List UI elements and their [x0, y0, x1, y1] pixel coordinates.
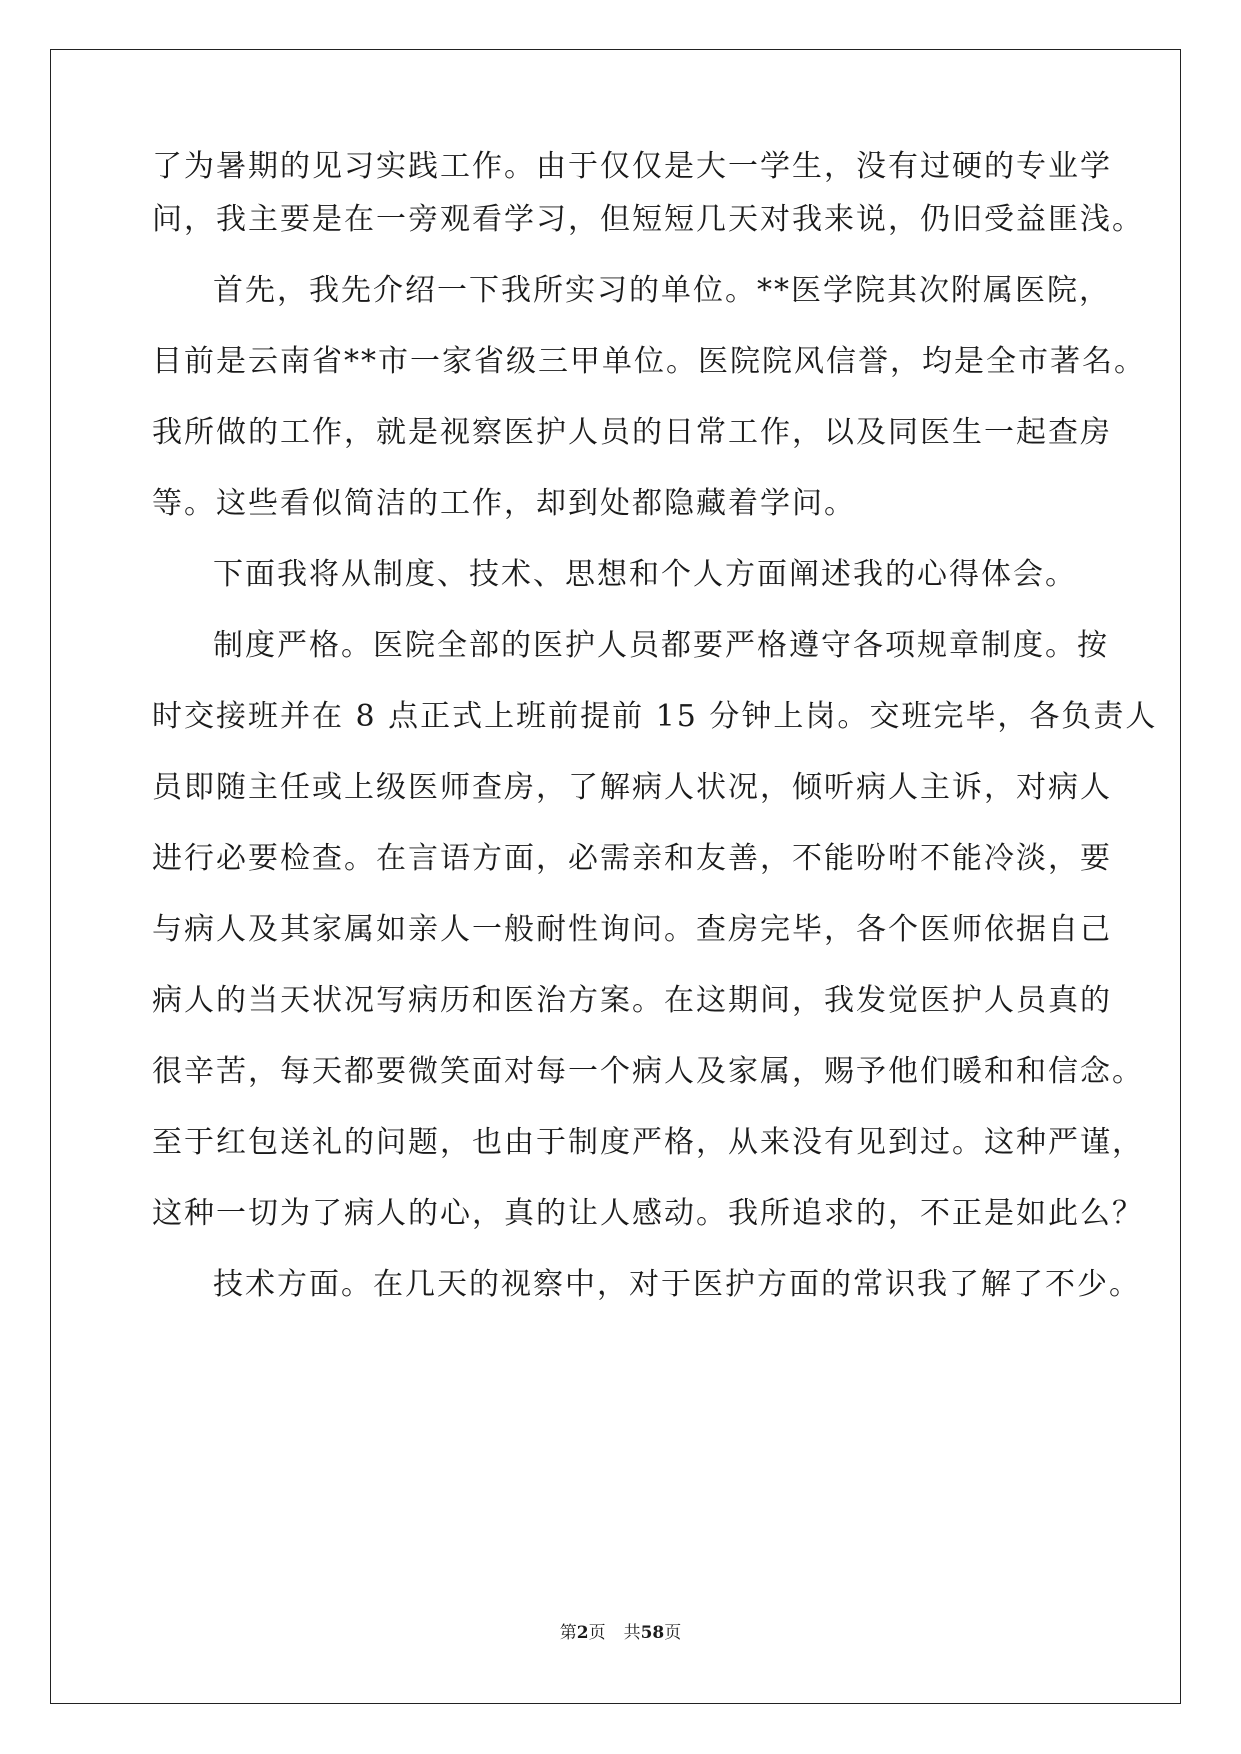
page-footer	[0, 1618, 1241, 1643]
text-line: 与病人及其家属如亲人一般耐性询问。查房完毕，各个医师依据自己	[152, 912, 1112, 947]
text-line: 很辛苦，每天都要微笑面对每一个病人及家属，赐予他们暖和和信念。	[152, 1054, 1144, 1089]
text-line: 这种一切为了病人的心，真的让人感动。我所追求的，不正是如此么？	[152, 1196, 1144, 1231]
total-pages-prefix: 共	[623, 1623, 641, 1643]
text-line: 下面我将从制度、技术、思想和个人方面阐述我的心得体会。	[213, 557, 1077, 592]
text-line: 病人的当天状况写病历和医治方案。在这期间，我发觉医护人员真的	[152, 983, 1112, 1018]
page-number-suffix: 页	[588, 1623, 606, 1643]
text-line: 至于红包送礼的问题，也由于制度严格，从来没有见到过。这种严谨，	[152, 1125, 1144, 1160]
text-line: 问，我主要是在一旁观看学习，但短短几天对我来说，仍旧受益匪浅。	[152, 202, 1144, 237]
text-line: 制度严格。医院全部的医护人员都要严格遵守各项规章制度。按	[213, 628, 1109, 663]
total-pages: 58	[640, 1623, 665, 1643]
total-pages-suffix: 页	[664, 1623, 682, 1643]
text-line: 时交接班并在 8 点正式上班前提前 15 分钟上岗。交班完毕，各负责人	[152, 699, 1158, 734]
text-line: 技术方面。在几天的视察中，对于医护方面的常识我了解了不少。	[213, 1267, 1141, 1302]
text-line: 目前是云南省**市一家省级三甲单位。医院院风信誉，均是全市著名。	[152, 344, 1146, 379]
text-line: 员即随主任或上级医师查房，了解病人状况，倾听病人主诉，对病人	[152, 770, 1112, 805]
page-number-prefix: 第	[559, 1623, 577, 1643]
text-line: 等。这些看似简洁的工作，却到处都隐藏着学问。	[152, 486, 856, 521]
page-number: 2	[576, 1623, 589, 1643]
text-line: 了为暑期的见习实践工作。由于仅仅是大一学生，没有过硬的专业学	[152, 149, 1112, 184]
text-line: 我所做的工作，就是视察医护人员的日常工作，以及同医生一起查房	[152, 415, 1112, 450]
text-line: 首先，我先介绍一下我所实习的单位。**医学院其次附属医院，	[213, 273, 1111, 308]
text-line: 进行必要检查。在言语方面，必需亲和友善，不能吩咐不能冷淡，要	[152, 841, 1112, 876]
